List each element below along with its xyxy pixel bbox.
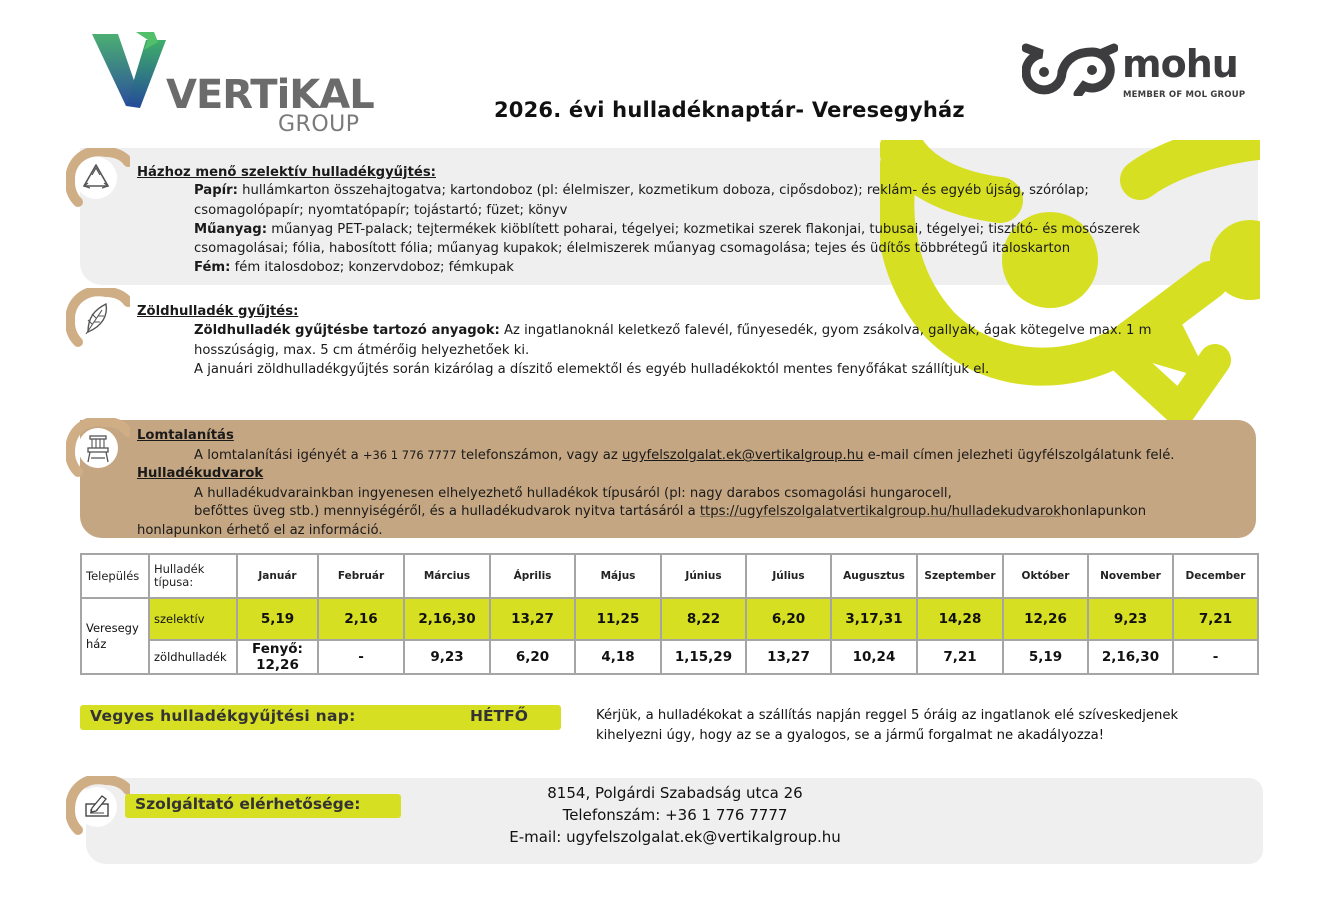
mohu-brand-text: mohu	[1122, 42, 1238, 86]
header-month: Április	[490, 554, 575, 598]
header-month: Szeptember	[917, 554, 1003, 598]
date-cell: -	[1173, 640, 1258, 674]
waste-type-cell: szelektív	[149, 598, 237, 640]
selective-heading: Házhoz menő szelektív hulladékgyűjtés:	[137, 165, 436, 180]
green-text-3: A januári zöldhulladékgyűjtés során kizárólag a díszitő elemektől és egyéb hulladékoktól mentes fenyőfákat szállítjuk el.	[194, 362, 990, 377]
green-materials-label: Zöldhulladék gyűjtésbe tartozó anyagok:	[194, 323, 500, 338]
date-cell: 9,23	[404, 640, 490, 674]
page-title: 2026. évi hulladéknaptár- Veresegyház	[494, 98, 965, 122]
header-month: December	[1173, 554, 1258, 598]
date-cell: 2,16,30	[1088, 640, 1173, 674]
paper-text-1: hullámkarton összehajtogatva; kartondoboz (pl: élelmiszer, kozmetikum doboza, cipősdoboz); reklám- és egyéb újság, szórólap;	[237, 183, 1089, 198]
green-materials-line	[194, 322, 1152, 340]
green-text-1: Az ingatlanoknál keletkező falevél, fűnyesedék, gyom zsákolva, gallyak, ágak kötegelve max. 1 m	[499, 323, 1152, 338]
plastic-line	[194, 221, 1140, 239]
mixed-waste-label: Vegyes hulladékgyűjtési nap:	[90, 707, 356, 725]
yards-text-2b: honlapunkon	[1060, 504, 1147, 519]
plastic-text-2: csomagolásai; fólia, habosított fólia; műanyag kupakok; élelmiszerek műanyag csomagolása; tejes és üdítős többrétegű italoskarton	[194, 241, 1071, 256]
table-header-row	[81, 554, 1258, 598]
date-cell: 5,19	[1003, 640, 1088, 674]
waste-type-cell: zöldhulladék	[149, 640, 237, 674]
mohu-logo	[1022, 40, 1252, 104]
date-cell: 14,28	[917, 598, 1003, 640]
date-cell: 3,17,31	[831, 598, 917, 640]
settlement-cell: Veresegy ház	[81, 598, 149, 674]
header-settlement: Település	[81, 554, 149, 598]
chair-icon	[66, 418, 130, 482]
date-cell: 1,15,29	[661, 640, 746, 674]
table-row-green	[81, 640, 1258, 674]
yards-text-3: honlapunkon érhető el az információ.	[137, 523, 383, 538]
plastic-text-1: műanyag PET-palack; tejtermékek kiöblített poharai, tégelyei; kozmetikai szerek flakonjai, tubusai, tégelyei; tisztító- és mosószerek	[267, 222, 1141, 237]
bulky-text-a: A lomtalanítási igényét a	[194, 448, 363, 463]
header-month: Június	[661, 554, 746, 598]
metal-label: Fém:	[194, 260, 231, 275]
bulky-phone: +36 1 776 7777	[362, 448, 457, 462]
yards-link[interactable]: ttps://ugyfelszolgalatvertikalgroup.hu/hulladekudvarok	[699, 504, 1061, 519]
bulky-text-b: telefonszámon, vagy az	[456, 448, 622, 463]
date-cell: 7,21	[1173, 598, 1258, 640]
header-waste-type: Hulladék típusa:	[149, 554, 237, 598]
date-cell: 2,16,30	[404, 598, 490, 640]
date-cell: 13,27	[746, 640, 831, 674]
metal-line	[194, 259, 514, 277]
mohu-owl-icon	[1022, 42, 1118, 96]
header-month: Január	[237, 554, 318, 598]
mixed-waste-day-banner	[80, 705, 561, 730]
header-month: Október	[1003, 554, 1088, 598]
mohu-tagline: MEMBER OF MOL GROUP	[1123, 90, 1246, 100]
date-cell: 6,20	[490, 640, 575, 674]
placement-notice	[596, 706, 1178, 746]
green-heading: Zöldhulladék gyűjtés:	[137, 304, 299, 319]
paper-line	[194, 182, 1089, 200]
contact-email[interactable]: E-mail: ugyfelszolgalat.ek@vertikalgroup.hu	[509, 828, 841, 846]
header-month: Március	[404, 554, 490, 598]
header-month: Február	[318, 554, 404, 598]
metal-text: fém italosdoboz; konzervdoboz; fémkupak	[230, 260, 514, 275]
contact-address: 8154, Polgárdi Szabadság utca 26	[547, 784, 803, 802]
date-cell: 10,24	[831, 640, 917, 674]
edit-document-icon	[66, 776, 130, 840]
date-cell: 7,21	[917, 640, 1003, 674]
bulky-heading: Lomtalanítás	[137, 428, 234, 443]
green-text-2: hosszúságig, max. 5 cm átmérőig helyezhetőek ki.	[194, 343, 530, 358]
date-cell: 2,16	[318, 598, 404, 640]
collection-calendar-table	[80, 553, 1259, 675]
date-cell: 5,19	[237, 598, 318, 640]
date-cell: 11,25	[575, 598, 661, 640]
contact-info	[470, 782, 880, 848]
leaf-icon	[66, 288, 130, 352]
yards-text-2a: befőttes üveg stb.) mennyiségéről, és a hulladékudvarok nyitva tartásáról a	[194, 504, 700, 519]
bulky-email-link[interactable]: ugyfelszolgalat.ek@vertikalgroup.hu	[621, 448, 864, 463]
date-cell: Fenyő: 12,26	[237, 640, 318, 674]
bulky-text-c: e-mail címen jelezheti ügyfélszolgálatunk felé.	[863, 448, 1175, 463]
yards-text-1: A hulladékudvarainkban ingyenesen elhelyezhető hulladékok típusáról (pl: nagy darabos csomagolási hungarocell,	[194, 486, 952, 501]
yards-heading: Hulladékudvarok	[137, 466, 264, 481]
vertikal-brand-text: VERTiKAL	[166, 72, 374, 118]
plastic-label: Műanyag:	[194, 222, 268, 237]
paper-text-2: csomagolópapír; nyomtatópapír; tojástartó; füzet; könyv	[194, 203, 568, 218]
vertikal-group-text: GROUP	[278, 112, 360, 137]
date-cell: 6,20	[746, 598, 831, 640]
yards-line-2	[194, 503, 1146, 521]
paper-label: Papír:	[194, 183, 238, 198]
contact-label: Szolgáltató elérhetősége:	[135, 795, 361, 813]
header-month: November	[1088, 554, 1173, 598]
date-cell: 13,27	[490, 598, 575, 640]
recycle-icon	[66, 148, 130, 212]
date-cell: 8,22	[661, 598, 746, 640]
header-month: Augusztus	[831, 554, 917, 598]
date-cell: 4,18	[575, 640, 661, 674]
date-cell: -	[318, 640, 404, 674]
notice-line-2: kihelyezni úgy, hogy az se a gyalogos, se a jármű forgalmat ne akadályozza!	[596, 728, 1105, 743]
date-cell: 9,23	[1088, 598, 1173, 640]
date-cell: 12,26	[1003, 598, 1088, 640]
contact-banner	[125, 794, 401, 818]
bulky-line-1	[194, 446, 1175, 465]
header-month: Július	[746, 554, 831, 598]
contact-phone[interactable]: Telefonszám: +36 1 776 7777	[562, 806, 788, 824]
vertikal-v-mark-icon	[88, 28, 178, 118]
notice-line-1: Kérjük, a hulladékokat a szállítás napján reggel 5 óráig az ingatlanok elé szíveskedjenek	[596, 708, 1179, 723]
header-month: Május	[575, 554, 661, 598]
mixed-waste-day: HÉTFŐ	[470, 707, 528, 725]
vertikal-group-logo	[88, 28, 378, 138]
table-row-selective	[81, 598, 1258, 640]
